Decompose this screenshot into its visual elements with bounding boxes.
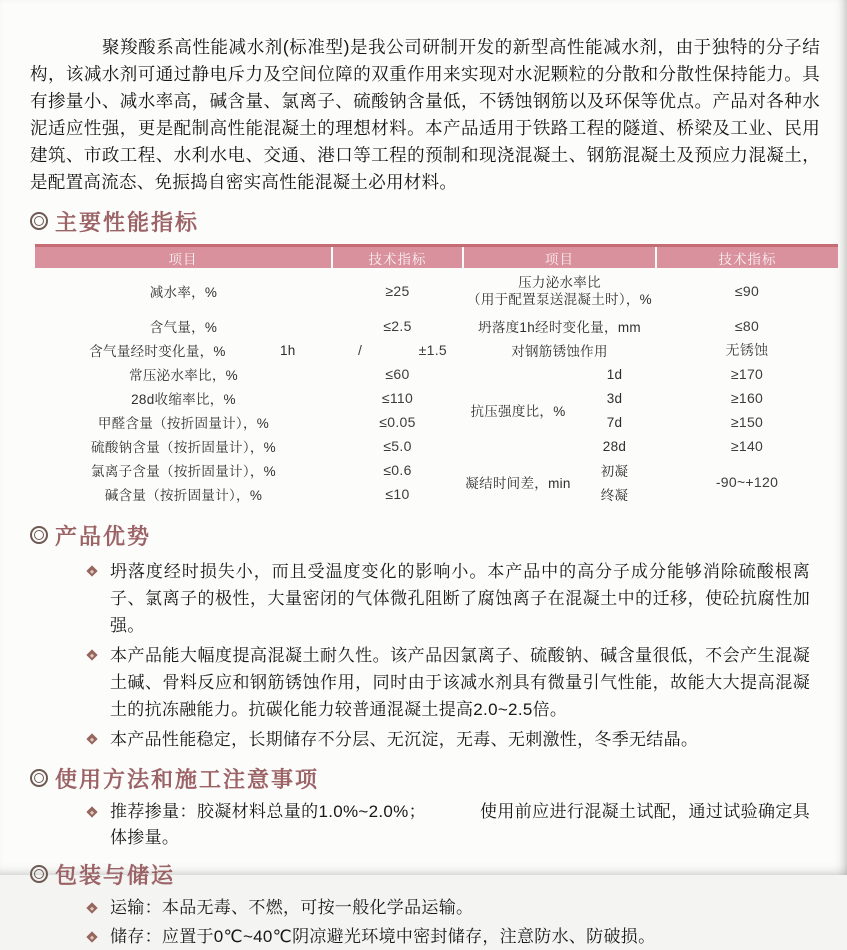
item-cell: [35, 338, 332, 362]
value-cell: ≥25: [385, 283, 410, 299]
section-heading-advantages: [30, 522, 820, 548]
item-label: 含气量经时变化量，%: [89, 344, 226, 359]
bullet-text: [110, 799, 820, 851]
table-row: [35, 268, 838, 314]
item-sub-cell: 28d: [602, 438, 627, 454]
value-cell: ≥160: [730, 390, 764, 406]
double-circle-marker-icon: [30, 212, 48, 230]
bullet-text: 本产品性能稳定，长期储存不分层、无沉淀，无毒、无刺激性，冬季无结晶。: [110, 730, 699, 749]
usage-list: [30, 799, 820, 851]
item-cell: 含气量，%: [149, 320, 218, 335]
item-sub-cell: 1d: [606, 366, 623, 382]
section-heading-performance: [30, 208, 820, 234]
value-cell: ≤5.0: [383, 438, 412, 454]
item-cell: [463, 268, 656, 314]
bullet-text: 坍落度经时损失小，而且受温度变化的影响小。本产品中的高分子成分能够消除硫酸根离子、氯离子的极性，大量密闭的气体微孔阻断了腐蚀离子在混凝土中的迁移，使砼抗腐性加强。: [110, 562, 810, 635]
intro-paragraph: 聚羧酸系高性能减水剂(标准型)是我公司研制开发的新型高性能减水剂，由于独特的分子结构，该减水剂可通过静电斥力及空间位障的双重作用来实现对水泥颗粒的分散和分散性保持能力。具有掺量小、减水率高，碱含量、氯离子、硫酸钠含量低，不锈蚀钢筋以及环保等优点。产品对各种水泥适应性强，更是配制高性能混凝土的理想材料。本产品适用于铁路工程的隧道、桥梁及工业、民用建筑、市政工程、水利水电、交通、港口等工程的预制和现浇混凝土、钢筋混凝土及预应力混凝土，是配置高流态、免振捣自密实高性能混凝土必用材料。: [30, 37, 820, 192]
section-title: 包装与储运: [55, 862, 176, 888]
value-cell: ≤10: [385, 486, 410, 502]
advantages-list: [30, 558, 820, 753]
value-cell: [332, 338, 463, 362]
list-item: [88, 924, 820, 950]
item-cell: 28d收缩率比，%: [131, 392, 236, 407]
table-row: [35, 338, 838, 362]
item-cell: 碱含量（按折固量计），%: [104, 488, 263, 503]
diamond-bullet-icon: [86, 931, 97, 942]
performance-table: [35, 244, 838, 506]
list-item: [88, 895, 820, 921]
trial-mix-text: 使用前应进行混凝土试配，通过试验确定具体掺量。: [110, 802, 810, 847]
item-cell: 硫酸钠含量（按折固量计），%: [91, 440, 276, 455]
value-cell: ≥140: [730, 438, 764, 454]
item-group-cell: 抗压强度比，%: [470, 404, 566, 419]
diamond-bullet-icon: [86, 649, 97, 660]
value-cell: ≤60: [385, 366, 410, 382]
table-row: [35, 386, 838, 410]
dosage-text: 推荐掺量：胶凝材料总量的1.0%~2.0%；: [110, 802, 426, 821]
value-cell: ≤2.5: [383, 318, 412, 334]
item-cell: 对钢筋锈蚀作用: [511, 344, 608, 359]
table-row: [35, 314, 838, 338]
item-cell: 氯离子含量（按折固量计），%: [91, 464, 276, 479]
list-item: [88, 726, 820, 753]
value-cell: ≥170: [730, 366, 764, 382]
table-header-row: [35, 246, 838, 269]
item-sub-cell: 初凝: [600, 464, 629, 479]
diamond-bullet-icon: [86, 565, 97, 576]
value-cell: ≤0.6: [383, 462, 412, 478]
value-cell: ≥150: [730, 414, 764, 430]
item-sub-label: 1h: [280, 342, 296, 358]
item-cell: 甲醛含量（按折固量计），%: [97, 416, 270, 431]
value-cell: ≤0.05: [379, 414, 416, 430]
section-title: 使用方法和施工注意事项: [55, 766, 320, 792]
bullet-text: 运输：本品无毒、不燃，可按一般化学品运输。: [110, 898, 474, 917]
section-title: 产品优势: [55, 523, 152, 549]
table-row: [35, 458, 838, 482]
double-circle-marker-icon: [30, 526, 48, 544]
item-line: （用于配置泵送混凝土时），%: [467, 292, 652, 307]
header-indicator-right: 技术指标: [656, 246, 838, 269]
diamond-bullet-icon: [86, 733, 97, 744]
diamond-bullet-icon: [86, 806, 97, 817]
value-prefix: /: [358, 342, 363, 358]
item-sub-cell: 终凝: [600, 488, 629, 503]
item-group-cell: 凝结时间差，min: [465, 476, 571, 491]
bullet-text: 储存：应置于0℃~40℃阴凉避光环境中密封储存，注意防水、防破损。: [110, 927, 656, 946]
value-label: ±1.5: [418, 342, 447, 358]
value-cell: ≤90: [734, 283, 760, 299]
double-circle-marker-icon: [30, 865, 48, 883]
diamond-bullet-icon: [86, 902, 97, 913]
item-sub-cell: 3d: [606, 390, 623, 406]
header-indicator-left: 技术指标: [332, 246, 463, 269]
table-row: [35, 362, 838, 386]
item-cell: 常压泌水率比，%: [129, 368, 238, 383]
section-heading-usage: [30, 765, 820, 791]
value-cell: -90~+120: [715, 474, 779, 490]
value-cell: ≤110: [381, 390, 414, 406]
section-heading-packaging: [30, 861, 820, 887]
list-item: [88, 799, 820, 851]
header-item-right: 项目: [463, 246, 656, 269]
list-item: [88, 642, 820, 723]
item-sub-cell: 7d: [606, 414, 623, 430]
list-item: [88, 558, 820, 639]
packaging-list: [30, 895, 820, 950]
value-cell: ≤80: [734, 318, 760, 334]
value-cell: 无锈蚀: [725, 342, 769, 358]
table-row: [35, 434, 838, 458]
item-line: 压力泌水率比: [518, 275, 601, 290]
double-circle-marker-icon: [30, 769, 48, 787]
header-item-left: 项目: [35, 246, 332, 269]
section-title: 主要性能指标: [55, 209, 200, 235]
table-row: [35, 410, 838, 434]
item-cell: 坍落度1h经时变化量，mm: [478, 320, 641, 335]
bullet-text: 本产品能大幅度提高混凝土耐久性。该产品因氯离子、硫酸钠、碱含量很低，不会产生混凝土碱、骨料反应和钢筋锈蚀作用，同时由于该减水剂具有微量引气性能，故能大大提高混凝土的抗冻融能力。抗碳化能力较普通混凝土提高2.0~2.5倍。: [110, 646, 810, 719]
item-cell: 减水率，%: [149, 285, 218, 300]
